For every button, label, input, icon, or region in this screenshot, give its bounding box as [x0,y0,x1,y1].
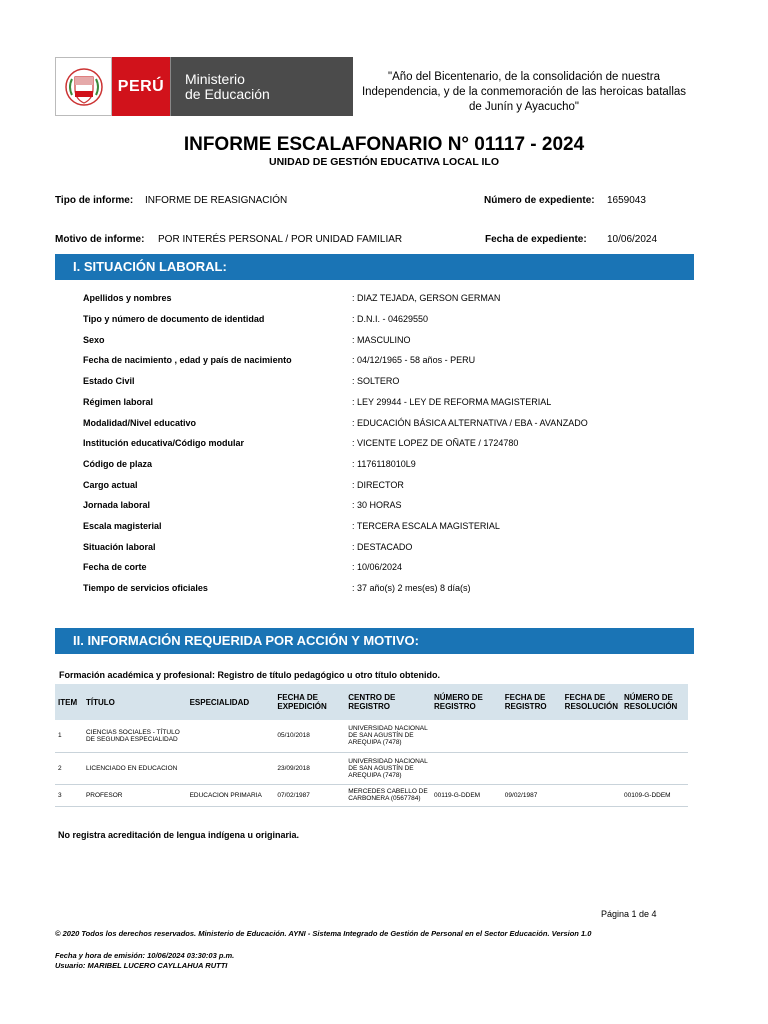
table-row [55,784,688,806]
col-header: FECHA DE EXPEDICIÓN [274,684,345,720]
row-label: Estado Civil [83,376,135,386]
cell [187,720,275,752]
col-header: TÍTULO [83,684,187,720]
row-value: : MASCULINO [352,335,411,345]
cell: 3 [55,784,83,806]
col-header: NÚMERO DE REGISTRO [431,684,502,720]
ministry-name [170,57,353,116]
issuing-user: Usuario: MARIBEL LUCERO CAYLLAHUA RUTTI [55,961,228,970]
row-value: : VICENTE LOPEZ DE OÑATE / 1724780 [352,438,519,448]
lengua-indigena-note: No registra acreditación de lengua indígena u originaria. [58,830,300,840]
table-row [55,720,688,752]
report-title: INFORME ESCALAFONARIO N° 01117 - 2024 [183,134,585,155]
expediente-label: Número de expediente: [484,195,595,206]
cell: 00119-G-DDEM [431,784,502,806]
fecha-expediente-label: Fecha de expediente: [485,234,587,245]
ministry-line1: Ministerio [185,70,245,87]
section-situacion-laboral-header: I. SITUACIÓN LABORAL: [55,254,694,280]
row-label: Tiempo de servicios oficiales [83,583,208,593]
row-label: Apellidos y nombres [83,293,172,303]
tipo-informe-value: INFORME DE REASIGNACIÓN [145,195,288,206]
ministry-logo [55,57,353,116]
expediente-value: 1659043 [607,195,646,206]
table-row [55,752,688,784]
ministry-line2: de Educación [185,85,270,102]
peru-label: PERÚ [112,57,170,116]
report-subtitle: UNIDAD DE GESTIÓN EDUCATIVA LOCAL ILO [268,156,500,168]
row-value: : DESTACADO [352,542,413,552]
cell [562,784,621,806]
cell: 00109-G-DDEM [621,784,688,806]
row-value: : 10/06/2024 [352,562,403,572]
row-value: : D.N.I. - 04629550 [352,314,429,324]
cell: 09/02/1987 [502,784,562,806]
col-header: NÚMERO DE RESOLUCIÓN [621,684,688,720]
cell: MERCEDES CABELLO DE CARBONERA (0567784) [345,784,431,806]
tipo-informe-label: Tipo de informe: [55,195,134,206]
row-label: Situación laboral [83,542,156,552]
cell [621,720,688,752]
row-label: Modalidad/Nivel educativo [83,418,197,428]
row-value: : 30 HORAS [352,500,402,510]
row-label: Fecha de corte [83,562,147,572]
row-label: Régimen laboral [83,397,154,407]
cell: UNIVERSIDAD NACIONAL DE SAN AGUSTÍN DE AREQUIPA (7478) [345,720,431,752]
cell: 1 [55,720,83,752]
row-value: : DIRECTOR [352,480,404,490]
cell [431,752,502,784]
cell: EDUCACION PRIMARIA [187,784,275,806]
row-label: Institución educativa/Código modular [83,438,245,448]
fecha-expediente-value: 10/06/2024 [607,234,658,245]
cell [562,752,621,784]
col-header: ITEM [55,684,83,720]
cell [502,720,562,752]
cell: CIENCIAS SOCIALES - TÍTULO DE SEGUNDA ESPECIALIDAD [83,720,187,752]
row-label: Código de plaza [83,459,153,469]
row-value: : DIAZ TEJADA, GERSON GERMAN [352,293,501,303]
page-number: Página 1 de 4 [601,909,657,919]
col-header: FECHA DE RESOLUCIÓN [562,684,621,720]
cell: UNIVERSIDAD NACIONAL DE SAN AGUSTÍN DE AREQUIPA (7478) [345,752,431,784]
cell: 05/10/2018 [274,720,345,752]
cell: 2 [55,752,83,784]
row-label: Cargo actual [83,480,138,490]
row-value: : 37 año(s) 2 mes(es) 8 día(s) [352,583,471,593]
cell [502,752,562,784]
section-informacion-requerida-header: II. INFORMACIÓN REQUERIDA POR ACCIÓN Y MOTIVO: [55,628,694,654]
year-motto: "Año del Bicentenario, de la consolidación de nuestra Independencia, y de la conmemoración de las heroicas batallas de Junín y Ayacucho" [361,71,687,113]
row-label: Jornada laboral [83,500,151,510]
row-label: Fecha de nacimiento , edad y país de nacimiento [83,355,292,365]
row-value: : EDUCACIÓN BÁSICA ALTERNATIVA / EBA - AVANZADO [352,418,588,428]
cell [562,720,621,752]
cell: 07/02/1987 [274,784,345,806]
table-header-row [55,684,688,720]
titles-table [55,684,688,807]
emission-datetime: Fecha y hora de emisión: 10/06/2024 03:30:03 p.m. [55,951,235,960]
col-header: CENTRO DE REGISTRO [345,684,431,720]
row-label: Tipo y número de documento de identidad [83,314,265,324]
row-value: : TERCERA ESCALA MAGISTERIAL [352,521,500,531]
coat-of-arms-icon [55,57,112,116]
row-value: : SOLTERO [352,376,400,386]
motivo-informe-label: Motivo de informe: [55,234,145,245]
cell [431,720,502,752]
row-value: : LEY 29944 - LEY DE REFORMA MAGISTERIAL [352,397,552,407]
cell: LICENCIADO EN EDUCACION [83,752,187,784]
cell [187,752,275,784]
cell [621,752,688,784]
row-label: Escala magisterial [83,521,162,531]
col-header: FECHA DE REGISTRO [502,684,562,720]
col-header: ESPECIALIDAD [187,684,275,720]
cell: PROFESOR [83,784,187,806]
formacion-caption: Formación académica y profesional: Registro de título pedagógico u otro título obtenido. [59,670,441,680]
row-label: Sexo [83,335,105,345]
row-value: : 04/12/1965 - 58 años - PERU [352,355,476,365]
row-value: : 1176118010L9 [352,459,416,469]
motivo-informe-value: POR INTERÉS PERSONAL / POR UNIDAD FAMILIAR [158,234,403,245]
copyright-notice: © 2020 Todos los derechos reservados. Ministerio de Educación. AYNI - Sistema Integrado de Gestión de Personal en el Sector Educación. Version 1.0 [55,929,592,938]
cell: 23/09/2018 [274,752,345,784]
